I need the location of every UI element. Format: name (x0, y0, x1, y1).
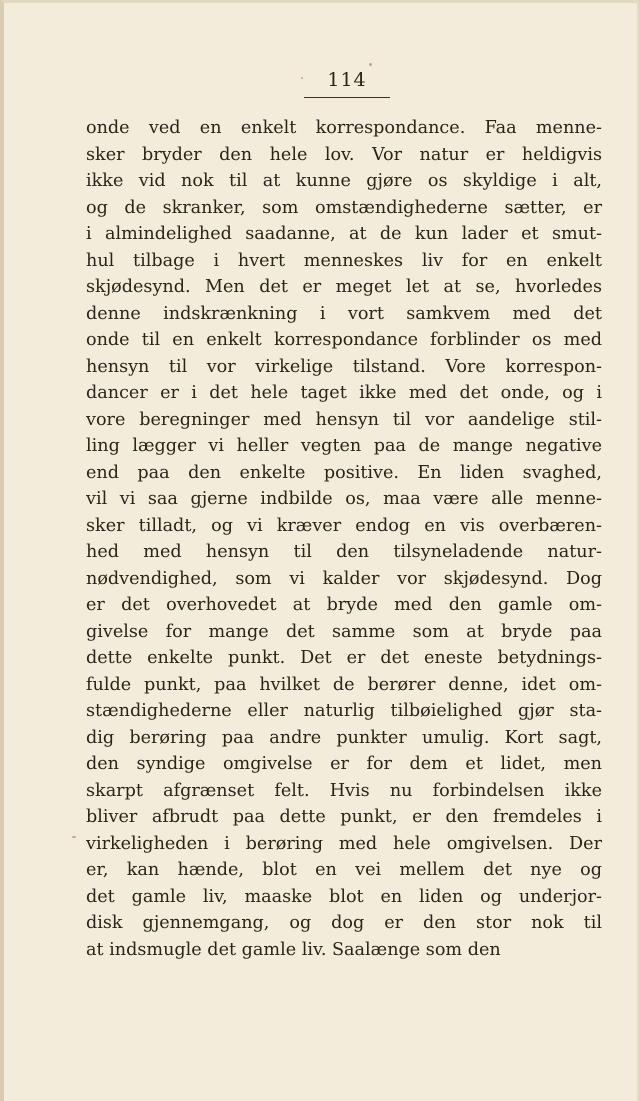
text-line: ikke vid nok til at kunne gjøre os skyldige i alt, (86, 171, 602, 191)
text-line: bliver afbrudt paa dette punkt, er den fremdeles i (86, 807, 602, 827)
text-line: disk gjennemgang, og dog er den stor nok til (86, 913, 602, 933)
paper-speck (72, 836, 76, 838)
text-line: i almindelighed saadanne, at de kun lader et smut- (86, 224, 602, 244)
body-text (86, 115, 602, 963)
text-line: hensyn til vor virkelige tilstand. Vore korrespon- (86, 356, 602, 377)
text-line: skjødesynd. Men det er meget let at se, hvorledes (86, 277, 602, 297)
text-line: sker tilladt, og vi kræver endog en vis overbæren- (86, 515, 602, 536)
text-line: og de skranker, som omstændighederne sætter, er (86, 197, 602, 218)
text-line: ling lægger vi heller vegten paa de mange negative (86, 436, 602, 456)
paper-speck (369, 63, 372, 66)
text-line: er, kan hænde, blot en vei mellem det nye og (86, 860, 602, 880)
text-line: dette enkelte punkt. Det er det eneste betydnings- (86, 648, 602, 668)
text-line: end paa den enkelte positive. En liden svaghed, (86, 462, 602, 483)
text-line: at indsmugle det gamle liv. Saalænge som den (86, 939, 501, 960)
text-line: nødvendighed, som vi kalder vor skjødesynd. Dog (86, 568, 602, 589)
text-line: skarpt afgrænset felt. Hvis nu forbindelsen ikke (86, 780, 602, 801)
text-line: onde til en enkelt korrespondance forblinder os med (86, 330, 602, 350)
text-line: denne indskrænkning i vort samkvem med det (86, 303, 602, 324)
text-line: givelse for mange det samme som at bryde paa (86, 621, 602, 642)
text-line: vil vi saa gjerne indbilde os, maa være alle menne- (86, 489, 602, 509)
text-line: det gamle liv, maaske blot en liden og underjor- (86, 886, 602, 907)
text-line: vore beregninger med hensyn til vor aandelige stil- (86, 409, 602, 430)
text-line: dancer er i det hele taget ikke med det onde, og i (86, 383, 602, 403)
text-line: hul tilbage i hvert menneskes liv for en enkelt (86, 250, 602, 271)
page-number: 114 (327, 69, 367, 91)
text-line: sker bryder den hele lov. Vor natur er heldigvis (86, 144, 602, 165)
page-number-rule (304, 97, 390, 98)
text-line: den syndige omgivelse er for dem et lidet, men (86, 754, 602, 774)
text-line: er det overhovedet at bryde med den gamle om- (86, 595, 602, 615)
text-line: dig berøring paa andre punkter umulig. Kort sagt, (86, 727, 602, 748)
text-line: virkeligheden i berøring med hele omgivelsen. Der (86, 833, 602, 854)
text-line: hed med hensyn til den tilsyneladende natur- (86, 542, 602, 562)
text-line: stændighederne eller naturlig tilbøielighed gjør sta- (86, 701, 602, 721)
text-line: fulde punkt, paa hvilket de berører denne, idet om- (86, 674, 602, 695)
text-line: onde ved en enkelt korrespondance. Faa menne- (86, 118, 602, 138)
paper-speck (301, 77, 303, 79)
